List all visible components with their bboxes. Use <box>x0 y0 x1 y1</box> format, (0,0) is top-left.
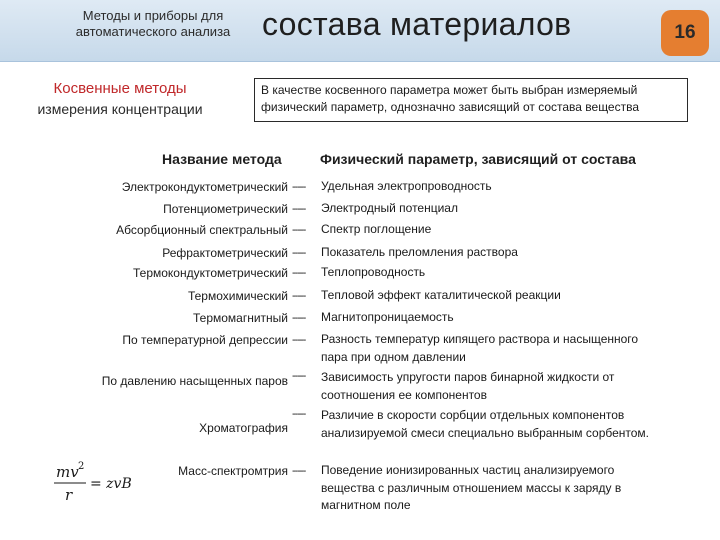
definition-box: В качестве косвенного параметра может быть выбран измеряемый физический параметр, однозначно зависящий от состава вещества <box>254 78 688 122</box>
method-name: Абсорбционный спектральный <box>116 223 288 237</box>
method-name: Термохимический <box>187 289 288 303</box>
header-subtitle <box>52 8 254 40</box>
row-separator: ----- <box>292 334 306 346</box>
section-subtitle: измерения концентрации <box>37 101 203 117</box>
row-separator: ----- <box>292 290 306 302</box>
physical-parameter: Электродный потенциал <box>321 201 458 215</box>
header-subtitle-line-1: Методы и приборы для <box>82 8 224 23</box>
row-separator: ----- <box>292 312 306 324</box>
method-name: Потенциометрический <box>163 202 288 216</box>
formula-right-side: = zvB <box>90 476 132 492</box>
row-separator: ----- <box>292 267 306 279</box>
method-name: Рефрактометрический <box>162 246 288 260</box>
physical-parameter: Различие в скорости сорбции отдельных компонентов анализируемой смеси специально выбранным сорбентом. <box>321 408 650 440</box>
method-name: Электрокондуктометрический <box>121 180 288 194</box>
physical-parameter: Показатель преломления раствора <box>321 245 518 259</box>
method-name: По температурной депрессии <box>122 333 288 347</box>
physical-parameter: Спектр поглощение <box>321 222 432 236</box>
row-separator: ----- <box>292 465 306 477</box>
method-name: Термокондуктометрический <box>132 266 288 280</box>
row-separator: ----- <box>292 203 306 215</box>
physical-parameter: Поведение ионизированных частиц анализируемого вещества с различным отношением массы к заряду в магнитном поле <box>321 463 622 512</box>
method-name: Хроматография <box>199 421 288 435</box>
row-separator: ----- <box>292 370 306 382</box>
physical-parameter: Удельная электропроводность <box>321 179 492 193</box>
physical-parameter: Разность температур кипящего раствора и насыщенного пара при одном давлении <box>321 332 639 364</box>
method-name: Масс-спектромтрия <box>178 464 288 478</box>
physical-parameter: Зависимость упругости паров бинарной жидкости от соотношения ее компонентов <box>321 370 615 402</box>
column-header-parameter: Физический параметр, зависящий от состава <box>320 151 636 167</box>
section-title: Косвенные методы <box>53 80 187 97</box>
method-name: По давлению насыщенных паров <box>101 374 288 388</box>
physical-parameter: Тепловой эффект каталитической реакции <box>321 288 561 302</box>
formula-denominator: r <box>65 486 73 504</box>
formula-numerator: mv <box>56 463 79 481</box>
formula-exponent: 2 <box>78 461 85 472</box>
mass-spectrometry-formula <box>52 458 152 508</box>
slide-title: состава материалов <box>262 6 572 42</box>
slide-number-badge: 16 <box>661 10 709 56</box>
column-header-method: Название метода <box>162 151 282 167</box>
physical-parameter: Теплопроводность <box>321 265 426 279</box>
row-separator: ----- <box>292 181 306 193</box>
physical-parameter: Магнитопроницаемость <box>321 310 454 324</box>
header-subtitle-line-2: автоматического анализа <box>75 24 231 39</box>
method-name: Термомагнитный <box>192 311 288 325</box>
row-separator: ----- <box>292 247 306 259</box>
row-separator: ----- <box>292 224 306 236</box>
row-separator: ----- <box>292 408 306 420</box>
